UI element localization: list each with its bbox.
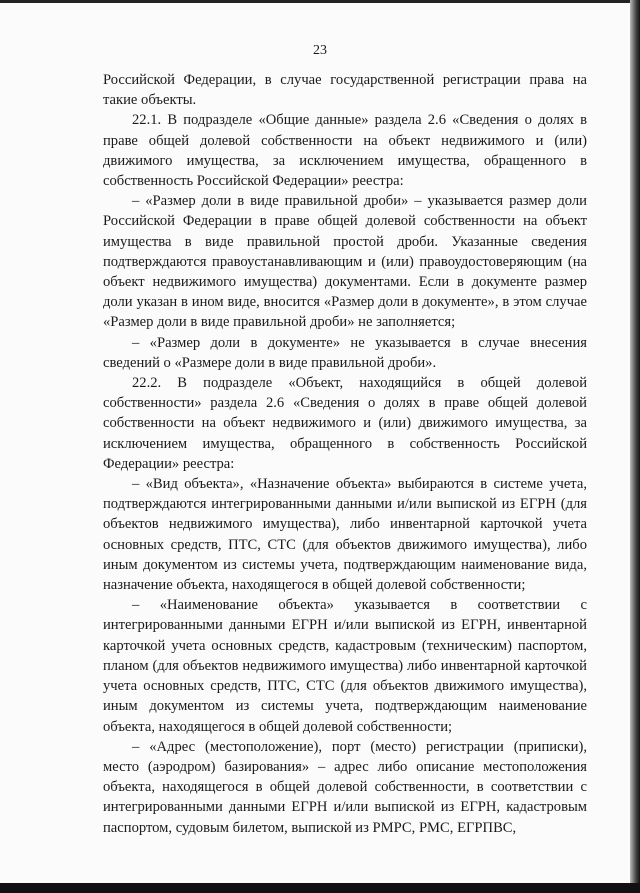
paragraph-continuation: Российской Федерации, в случае государственной регистрации права на такие объекты. <box>103 72 587 109</box>
paragraph-object-type: – «Вид объекта», «Назначение объекта» выбираются в системе учета, подтверждаются интегрированными данными и/или выпиской из ЕГРН (для объектов недвижимого имущества), либо инвентарной карточкой учета основных средств, ПТС, СТС (для объектов движимого имущества), либо иным документом из системы учета, подтверждающим наименование вида, назначение объекта, находящегося в общей долевой собственности; <box>103 476 587 594</box>
paragraph-22-2: 22.2. В подразделе «Объект, находящийся в общей долевой собственности» раздела 2.6 «Сведения о долях в праве общей долевой собственности на объект недвижимого и (или) движимого имущества, за исключением имущества, обращенного в собственность Российской Федерации» реестра: <box>103 375 587 472</box>
scan-edge-top <box>0 0 640 3</box>
paragraph-share-fraction: – «Размер доли в виде правильной дроби» – указывается размер доли Российской Федерации в праве общей долевой собственности на объект имущества в виде правильной простой дроби. Указанные сведения подтверждаются правоустанавливающим и (или) правоудостоверяющим (на объект недвижимого имущества) документами. Если в документе размер доли указан в ином виде, вносится «Размер доли в документе», в этом случае «Размер доли в виде правильной дроби» не заполняется; <box>103 193 587 331</box>
scan-edge-right <box>630 0 640 893</box>
paragraph-object-address: – «Адрес (местоположение), порт (место) регистрации (приписки), место (аэродром) базирования» – адрес либо описание местоположения объекта, находящегося в общей долевой собственности, в соответствии с интегрированными данными ЕГРН и/или выпиской из ЕГРН, кадастровым паспортом, судовым билетом, выпиской из РМРС, РМС, ЕГРПВС, <box>103 738 587 836</box>
page-number: 23 <box>313 43 327 58</box>
paragraph-22-1: 22.1. В подразделе «Общие данные» раздела 2.6 «Сведения о долях в праве общей долевой собственности на объект недвижимого и (или) движимого имущества, за исключением имущества, обращенного в собственность Российской Федерации» реестра: <box>103 112 587 190</box>
paragraph-share-document: – «Размер доли в документе» не указывается в случае внесения сведений о «Размере доли в виде правильной дроби». <box>103 334 587 371</box>
scan-edge-bottom <box>0 883 640 893</box>
document-body <box>103 70 587 838</box>
paragraph-object-name: – «Наименование объекта» указывается в соответствии с интегрированными данными ЕГРН и/или выпиской из ЕГРН, инвентарной карточкой учета основных средств, кадастровым (техническим) паспортом, планом (для объектов недвижимого имущества) либо инвентарной карточкой учета основных средств, ПТС, СТС (для объектов движимого имущества), иным документом из системы учета, подтверждающим наименование объекта, находящегося в общей долевой собственности; <box>103 597 587 735</box>
